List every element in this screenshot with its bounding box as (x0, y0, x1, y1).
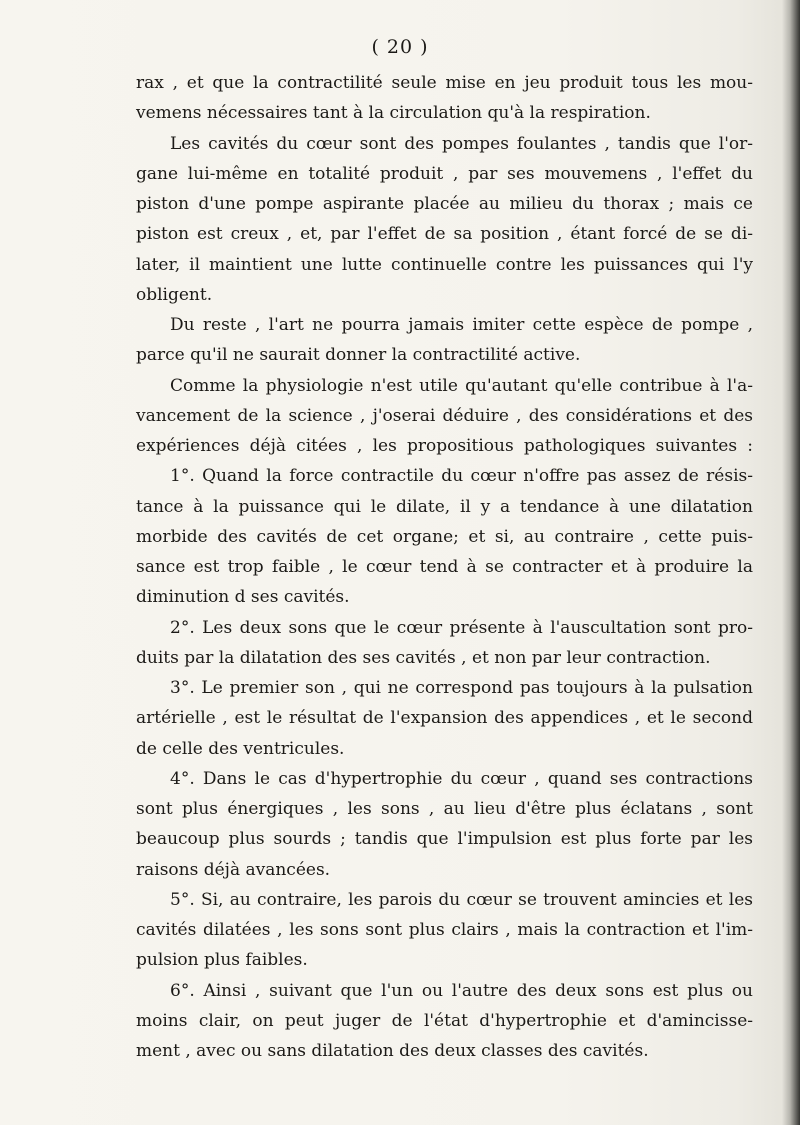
text-line: diminution d ses cavités. (136, 587, 350, 608)
text-line: sont plus énergiques , les sons , au lieu d'être plus éclatans , sont (136, 799, 753, 819)
text-line: 2°. Les deux sons que le cœur présente à l'auscultation sont pro- (170, 617, 753, 638)
text-line: 1°. Quand la force contractile du cœur n'offre pas assez de résis- (170, 466, 753, 487)
text-line: later, il maintient une lutte continuelle contre les puissances qui l'y (136, 254, 753, 275)
text-line: sance est trop faible , le cœur tend à se contracter et à produire la (136, 557, 753, 577)
text-line: morbide des cavités de cet organe; et si, au contraire , cette puis- (136, 526, 753, 547)
text-line: 4°. Dans le cas d'hypertrophie du cœur , quand ses contractions (170, 768, 753, 789)
text-line: raisons déjà avancées. (136, 859, 331, 880)
text-line: rax , et que la contractilité seule mise en jeu produit tous les mou- (136, 73, 753, 93)
text-line: 3°. Le premier son , qui ne correspond pas toujours à la pulsation (170, 678, 753, 698)
text-line: obligent. (136, 284, 213, 305)
text-line: gane lui-même en totalité produit , par ses mouvemens , l'effet du (136, 163, 753, 184)
text-line: Comme la physiologie n'est utile qu'autant qu'elle contribue à l'a- (170, 375, 753, 396)
text-line: pulsion plus faibles. (136, 950, 308, 971)
text-line: artérielle , est le résultat de l'expansion des appendices , et le second (136, 708, 753, 729)
text-line: ment , avec ou sans dilatation des deux classes des cavités. (136, 1041, 649, 1061)
body-text (136, 68, 753, 1066)
page-number: ( 20 ) (371, 36, 429, 58)
text-line: vancement de la science , j'oserai déduire , des considérations et des (136, 405, 753, 426)
text-line: 6°. Ainsi , suivant que l'un ou l'autre des deux sons est plus ou (170, 980, 753, 1001)
text-line: de celle des ventricules. (136, 738, 345, 759)
text-line: Les cavités du cœur sont des pompes foulantes , tandis que l'or- (170, 133, 753, 154)
text-line: parce qu'il ne saurait donner la contractilité active. (136, 345, 581, 366)
text-line: piston d'une pompe aspirante placée au milieu du thorax ; mais ce (136, 194, 753, 214)
text-line: vemens nécessaires tant à la circulation qu'à la respiration. (136, 103, 651, 124)
text-line: 5°. Si, au contraire, les parois du cœur se trouvent amincies et les (170, 889, 753, 910)
text-line: moins clair, on peut juger de l'état d'hypertrophie et d'amincisse- (136, 1010, 753, 1031)
text-line: duits par la dilatation des ses cavités , et non par leur contraction. (136, 647, 711, 668)
text-line: tance à la puissance qui le dilate, il y a tendance à une dilatation (136, 496, 753, 517)
text-line: Du reste , l'art ne pourra jamais imiter cette espèce de pompe , (170, 315, 753, 335)
text-line: piston est creux , et, par l'effet de sa position , étant forcé de se di- (136, 224, 753, 245)
text-line: beaucoup plus sourds ; tandis que l'impulsion est plus forte par les (136, 829, 753, 850)
page-binding-edge (782, 0, 800, 1125)
text-line: expériences déjà citées , les propositious pathologiques suivantes : (136, 436, 753, 456)
text-line: cavités dilatées , les sons sont plus clairs , mais la contraction et l'im- (136, 920, 753, 940)
